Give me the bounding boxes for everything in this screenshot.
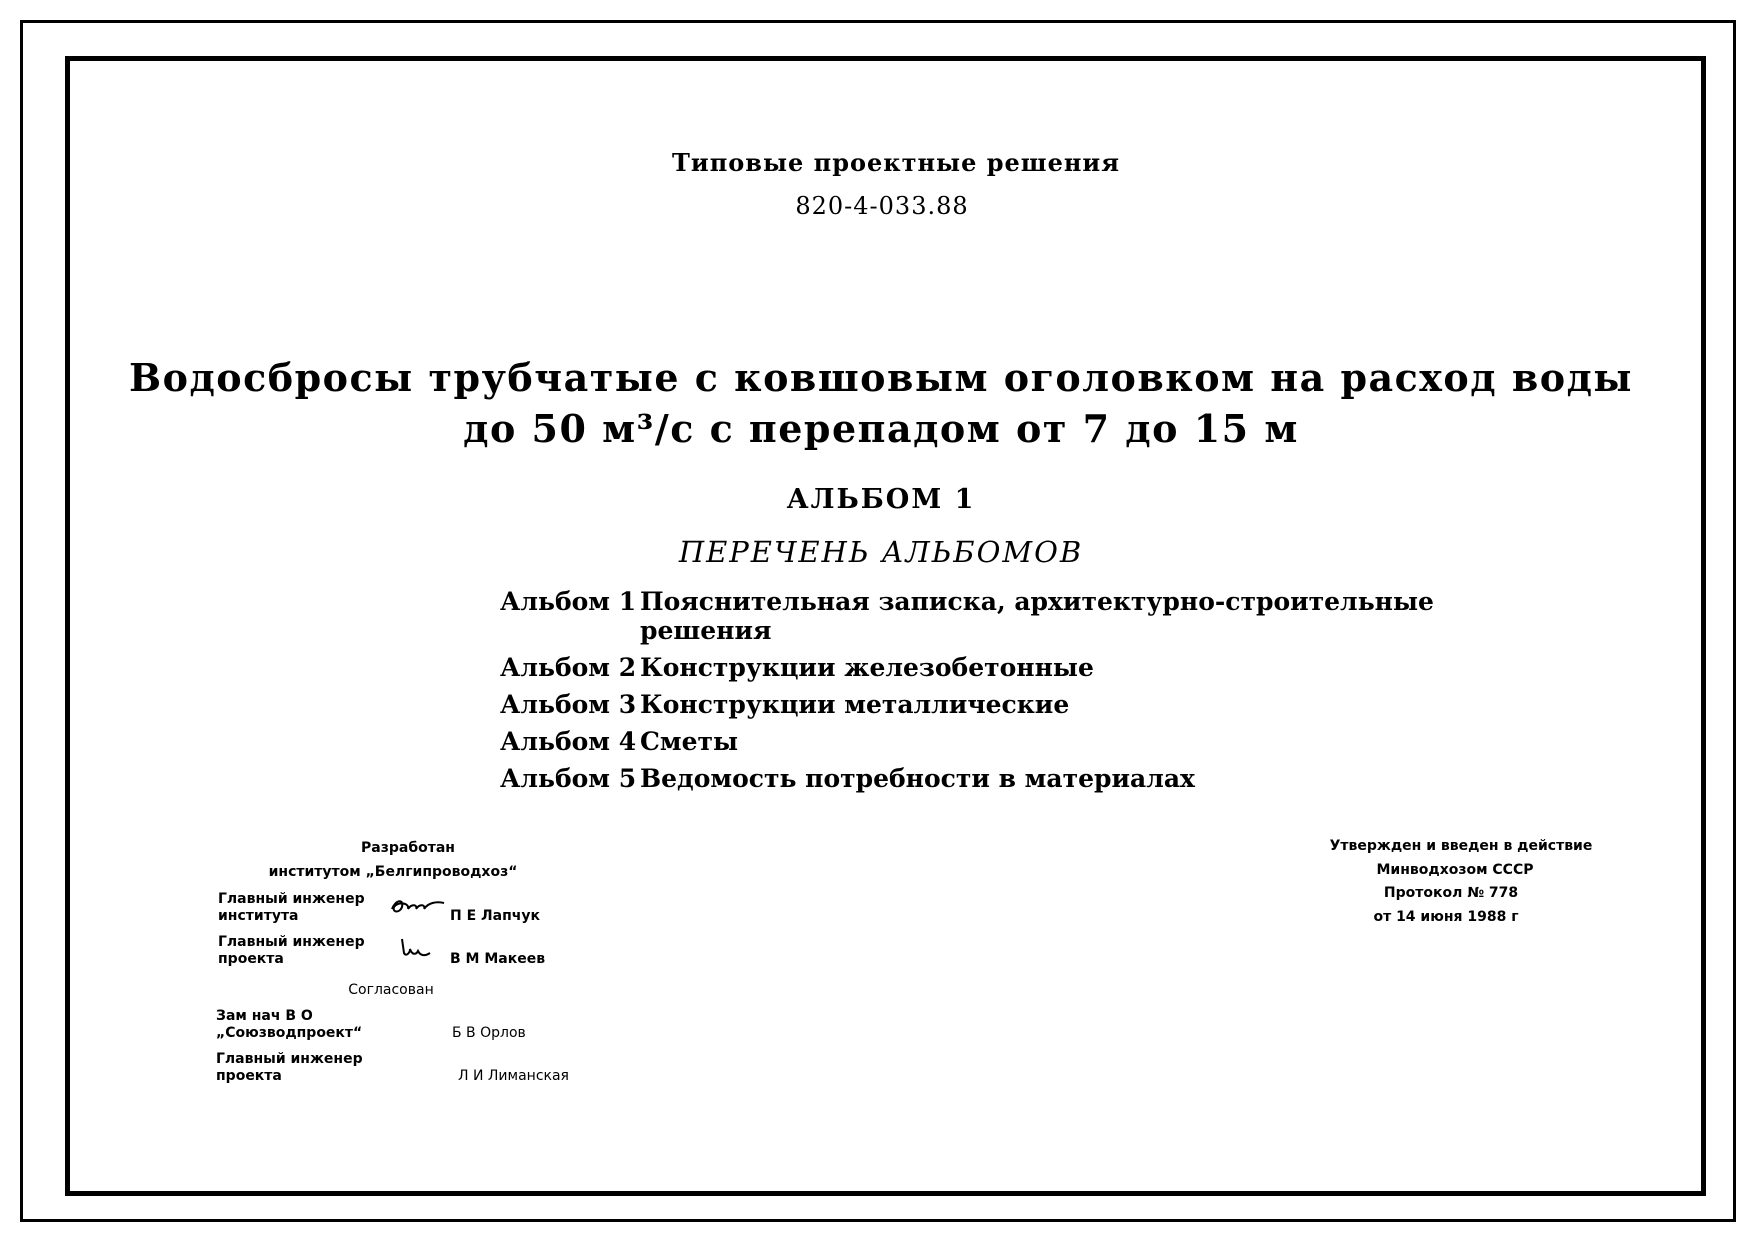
role-line: Зам нач В О bbox=[216, 1008, 313, 1024]
approved-line2: Минводхозом СССР bbox=[1376, 862, 1534, 878]
list-item bbox=[500, 762, 1195, 795]
album-name: Ведомость потребности в материалах bbox=[640, 764, 1195, 793]
approved-line4: от 14 июня 1988 г bbox=[1373, 909, 1519, 925]
signature-lapchuk bbox=[388, 895, 448, 919]
role-line: Главный инженер bbox=[218, 891, 365, 907]
album-name: Конструкции железобетонные bbox=[640, 653, 1094, 682]
album-number: Альбом 5 bbox=[500, 764, 637, 793]
album-name-continuation: решения bbox=[640, 616, 772, 645]
chief-institute-name: П Е Лапчук bbox=[450, 908, 541, 924]
document-title-line1: Водосбросы трубчатые с ковшовым оголовком на расход воды bbox=[128, 355, 1634, 400]
role-line: института bbox=[218, 908, 299, 924]
role-line: Главный инженер bbox=[218, 934, 365, 950]
album-label: АЛЬБОМ 1 bbox=[786, 484, 976, 515]
developer-institute: институтом „Белгипроводхоз“ bbox=[268, 864, 518, 880]
signature-makeev bbox=[396, 935, 436, 967]
approved-line3: Протокол № 778 bbox=[1383, 885, 1519, 901]
chief-engineer-role bbox=[216, 1051, 363, 1085]
album-name: Пояснительная записка, архитектурно-строительные bbox=[640, 587, 1434, 616]
deputy-name: Б В Орлов bbox=[452, 1025, 526, 1041]
role-line: проекта bbox=[216, 1068, 282, 1084]
role-line: проекта bbox=[218, 951, 284, 967]
chief-institute-role bbox=[218, 891, 365, 925]
album-number: Альбом 4 bbox=[500, 727, 637, 756]
developed-label: Разработан bbox=[361, 840, 455, 856]
approved-line1: Утвержден и введен в действие bbox=[1329, 838, 1593, 854]
chief-engineer-name: Л И Лиманская bbox=[458, 1068, 569, 1084]
series-title: Типовые проектные решения bbox=[672, 148, 1120, 177]
deputy-role bbox=[216, 1008, 362, 1042]
album-number: Альбом 2 bbox=[500, 653, 637, 682]
project-code: 820-4-033.88 bbox=[795, 192, 969, 220]
album-number: Альбом 3 bbox=[500, 690, 637, 719]
list-item-continuation bbox=[640, 614, 771, 647]
album-name: Сметы bbox=[640, 727, 739, 756]
album-name: Конструкции металлические bbox=[640, 690, 1070, 719]
album-number: Альбом 1 bbox=[500, 587, 637, 616]
album-list-heading: ПЕРЕЧЕНЬ АЛЬБОМОВ bbox=[678, 535, 1084, 569]
role-line: Главный инженер bbox=[216, 1051, 363, 1067]
role-line: „Союзводпроект“ bbox=[216, 1025, 363, 1041]
list-item bbox=[500, 651, 1094, 684]
agreed-label: Согласован bbox=[348, 982, 434, 998]
chief-project-role bbox=[218, 934, 365, 968]
chief-project-name: В М Макеев bbox=[450, 951, 546, 967]
list-item bbox=[500, 725, 738, 758]
list-item bbox=[500, 688, 1069, 721]
document-title-line2: до 50 м³/с с перепадом от 7 до 15 м bbox=[463, 406, 1299, 451]
